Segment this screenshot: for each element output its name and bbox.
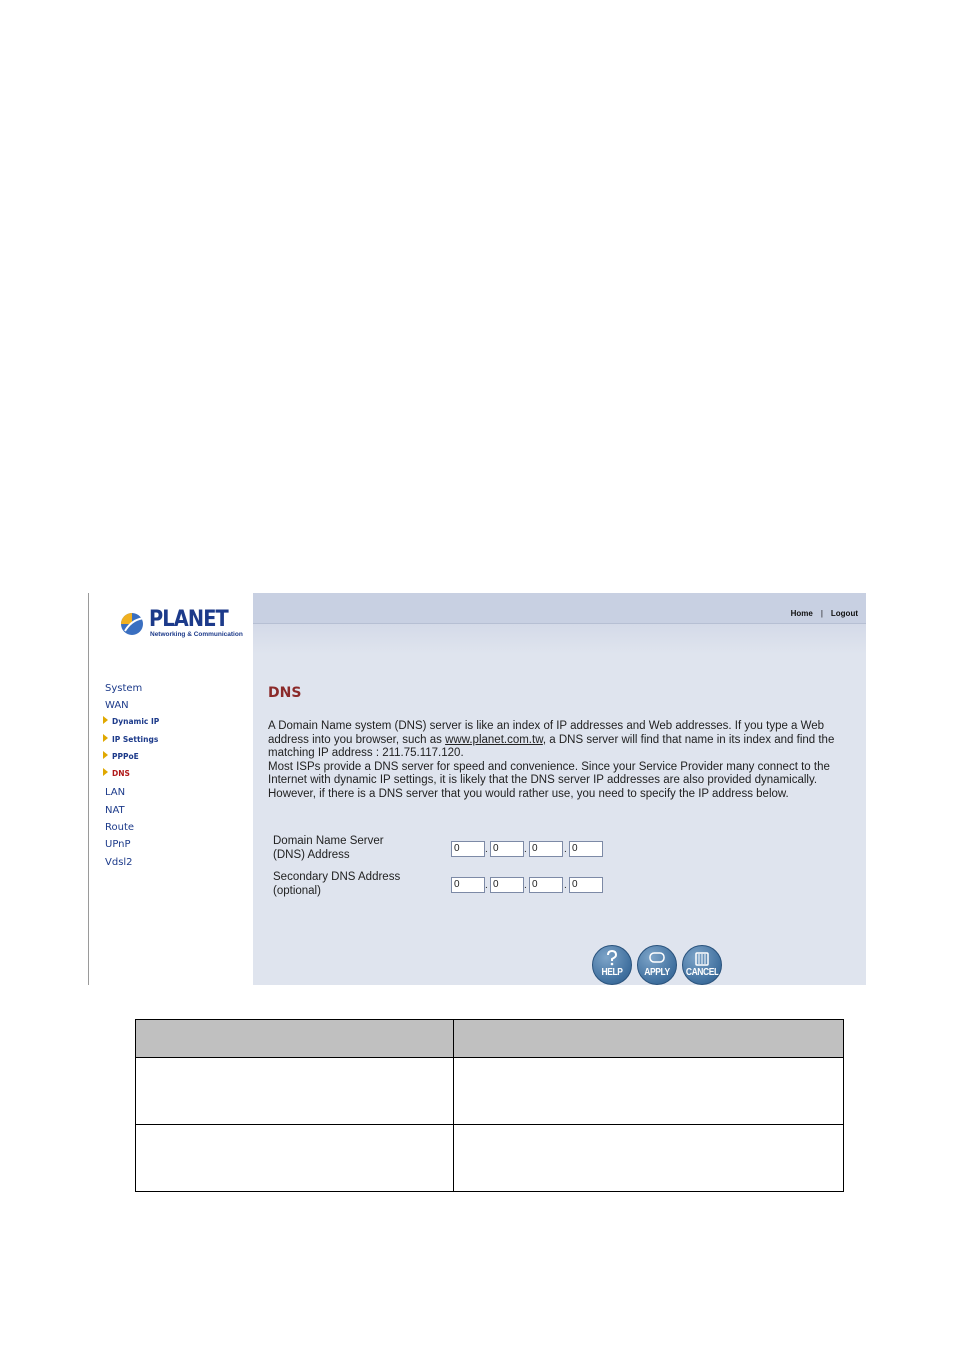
logout-link[interactable]: Logout [830, 609, 858, 618]
arrow-right-icon [103, 751, 108, 759]
arrow-right-icon [103, 716, 108, 724]
table-cell [454, 1125, 844, 1192]
primary-dns-label: Domain Name Server (DNS) Address [273, 835, 384, 861]
secondary-dns-octet-4[interactable]: 0 [569, 877, 603, 893]
top-bar-gradient [253, 624, 866, 654]
table-header-cell [454, 1020, 844, 1058]
arrow-right-icon [103, 734, 108, 742]
main-panel [253, 593, 866, 985]
sidebar-item-wan[interactable]: WAN [105, 700, 129, 711]
primary-dns-octet-4[interactable]: 0 [569, 841, 603, 857]
parameter-table [135, 1019, 844, 1192]
sidebar-item-upnp[interactable]: UPnP [105, 839, 131, 850]
primary-dns-octet-2[interactable]: 0 [490, 841, 524, 857]
sidebar-item-vdsl2[interactable]: Vdsl2 [105, 857, 133, 868]
router-web-ui [88, 593, 866, 985]
apply-icon [648, 949, 666, 967]
sidebar-item-ip-settings[interactable]: IP Settings [103, 734, 158, 744]
home-link[interactable]: Home [790, 609, 813, 618]
octet-separator: . [485, 880, 488, 891]
sidebar [89, 593, 253, 985]
table-cell [136, 1125, 454, 1192]
top-bar [253, 593, 866, 624]
table-row [136, 1058, 844, 1125]
octet-separator: . [485, 844, 488, 855]
apply-button[interactable] [637, 945, 677, 985]
secondary-dns-label: Secondary DNS Address (optional) [273, 871, 401, 897]
help-button[interactable] [592, 945, 632, 985]
octet-separator: . [524, 844, 527, 855]
planet-website-link[interactable]: www.planet.com.tw [445, 733, 543, 746]
octet-separator: . [524, 880, 527, 891]
primary-dns-octet-3[interactable]: 0 [529, 841, 563, 857]
table-header-cell [136, 1020, 454, 1058]
sidebar-item-lan[interactable]: LAN [105, 787, 126, 798]
description-text-1: A Domain Name system (DNS) server is like an index of IP addresses and Web addresses. If you type a Web address into you browser, such as [268, 720, 825, 746]
top-links [791, 609, 858, 618]
secondary-dns-octet-3[interactable]: 0 [529, 877, 563, 893]
trash-can-icon [693, 949, 711, 967]
table-cell [136, 1058, 454, 1125]
description-text-3: Most ISPs provide a DNS server for speed and convenience. Since your Service Provider many connect to the Internet with dynamic IP settings, it is likely that the DNS server IP addresses are also provided dynamically. However, if there is a DNS server that you would rather use, you need to specify the IP address below. [268, 760, 830, 800]
globe-logo-icon [119, 609, 147, 637]
arrow-right-icon [103, 768, 108, 776]
table-row [136, 1125, 844, 1192]
table-header-row [136, 1020, 844, 1058]
secondary-dns-octet-1[interactable]: 0 [451, 877, 485, 893]
description-text-2: , a DNS server will find that name in its index and find the matching IP address : 211.75.117.120. [268, 733, 835, 759]
octet-separator: . [564, 880, 567, 891]
logo-brand: PLANET [149, 607, 228, 632]
cancel-button[interactable] [682, 945, 722, 985]
help-button-label: HELP [601, 967, 623, 978]
planet-logo [119, 607, 243, 641]
top-link-separator: | [820, 609, 823, 618]
logo-tagline: Networking & Communication [150, 631, 243, 638]
question-mark-icon [603, 949, 621, 967]
page-title: DNS [268, 685, 302, 701]
sidebar-item-route[interactable]: Route [105, 822, 135, 833]
octet-separator: . [564, 844, 567, 855]
secondary-dns-octet-2[interactable]: 0 [490, 877, 524, 893]
table-cell [454, 1058, 844, 1125]
sidebar-item-system[interactable]: System [105, 683, 143, 694]
sidebar-item-dynamic-ip[interactable]: Dynamic IP [103, 716, 159, 726]
sidebar-item-dns[interactable]: DNS [103, 768, 130, 778]
sidebar-item-nat[interactable]: NAT [105, 805, 125, 816]
cancel-button-label: CANCEL [685, 967, 719, 978]
primary-dns-octet-1[interactable]: 0 [451, 841, 485, 857]
sidebar-item-pppoe[interactable]: PPPoE [103, 751, 139, 761]
apply-button-label: APPLY [644, 967, 670, 978]
dns-description [268, 720, 850, 801]
